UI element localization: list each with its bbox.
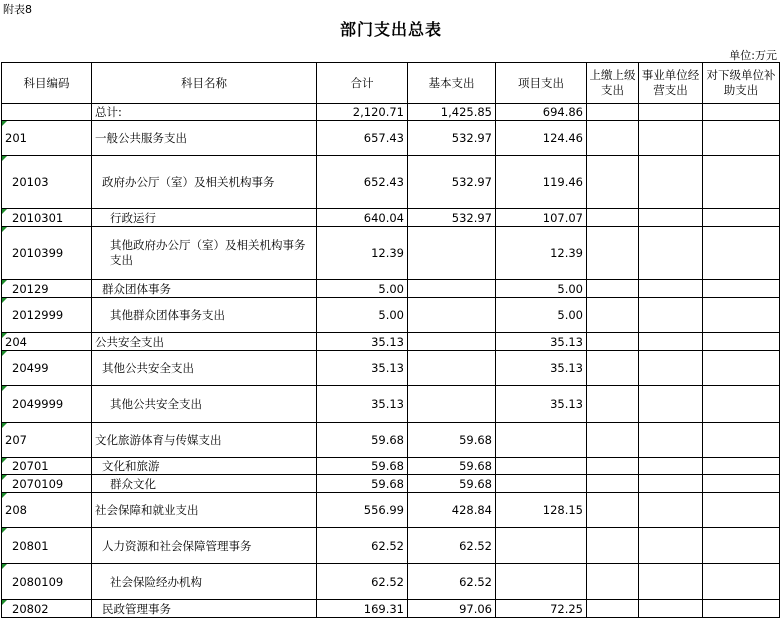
row-code: 20802 <box>2 600 92 618</box>
row-basic <box>408 333 496 351</box>
row-code: 20129 <box>2 280 92 298</box>
row-business <box>639 351 703 386</box>
row-code: 207 <box>2 423 92 458</box>
row-upper <box>587 156 639 209</box>
row-basic <box>408 298 496 333</box>
row-basic: 62.52 <box>408 528 496 564</box>
row-project: 107.07 <box>496 209 587 227</box>
row-basic: 59.68 <box>408 458 496 475</box>
table-row <box>2 351 780 386</box>
row-subsidy <box>703 458 780 475</box>
header-business: 事业单位经营支出 <box>639 63 703 104</box>
row-business <box>639 298 703 333</box>
row-subsidy <box>703 298 780 333</box>
row-project: 35.13 <box>496 333 587 351</box>
table-row <box>2 423 780 458</box>
row-upper <box>587 458 639 475</box>
row-basic: 532.97 <box>408 156 496 209</box>
row-total: 12.39 <box>317 227 408 280</box>
row-business <box>639 600 703 618</box>
row-basic: 532.97 <box>408 209 496 227</box>
row-subsidy <box>703 564 780 600</box>
row-subsidy <box>703 423 780 458</box>
row-business <box>639 121 703 156</box>
row-total: 5.00 <box>317 280 408 298</box>
row-basic: 62.52 <box>408 564 496 600</box>
row-basic <box>408 386 496 423</box>
row-name: 一般公共服务支出 <box>92 121 317 156</box>
row-basic: 59.68 <box>408 423 496 458</box>
row-upper <box>587 280 639 298</box>
row-project <box>496 458 587 475</box>
row-code: 2012999 <box>2 298 92 333</box>
row-basic: 97.06 <box>408 600 496 618</box>
row-project: 35.13 <box>496 386 587 423</box>
row-name: 文化旅游体育与传媒支出 <box>92 423 317 458</box>
row-project: 72.25 <box>496 600 587 618</box>
row-total: 169.31 <box>317 600 408 618</box>
row-business <box>639 564 703 600</box>
row-code: 208 <box>2 493 92 528</box>
row-subsidy <box>703 209 780 227</box>
row-basic: 59.68 <box>408 475 496 493</box>
row-upper <box>587 386 639 423</box>
row-basic <box>408 351 496 386</box>
row-total: 59.68 <box>317 475 408 493</box>
row-project <box>496 528 587 564</box>
row-name: 其他公共安全支出 <box>92 351 317 386</box>
header-project: 项目支出 <box>496 63 587 104</box>
table-row <box>2 298 780 333</box>
row-upper <box>587 333 639 351</box>
row-basic: 1,425.85 <box>408 104 496 121</box>
row-business <box>639 528 703 564</box>
row-code: 204 <box>2 333 92 351</box>
annex-label: 附表8 <box>3 3 32 16</box>
row-business <box>639 227 703 280</box>
table-row <box>2 280 780 298</box>
row-name: 民政管理事务 <box>92 600 317 618</box>
table-row <box>2 564 780 600</box>
row-subsidy <box>703 227 780 280</box>
header-name: 科目名称 <box>92 63 317 104</box>
row-business <box>639 493 703 528</box>
row-name: 群众文化 <box>92 475 317 493</box>
row-subsidy <box>703 121 780 156</box>
row-name: 人力资源和社会保障管理事务 <box>92 528 317 564</box>
row-total: 556.99 <box>317 493 408 528</box>
row-upper <box>587 121 639 156</box>
row-upper <box>587 600 639 618</box>
row-upper <box>587 298 639 333</box>
row-code: 20701 <box>2 458 92 475</box>
row-upper <box>587 423 639 458</box>
table-row <box>2 600 780 618</box>
row-total: 62.52 <box>317 528 408 564</box>
row-code <box>2 104 92 121</box>
row-code: 201 <box>2 121 92 156</box>
row-project: 119.46 <box>496 156 587 209</box>
row-upper <box>587 227 639 280</box>
row-name: 总计: <box>92 104 317 121</box>
row-code: 20103 <box>2 156 92 209</box>
row-subsidy <box>703 351 780 386</box>
row-business <box>639 458 703 475</box>
row-business <box>639 475 703 493</box>
table-row <box>2 156 780 209</box>
table-row <box>2 333 780 351</box>
row-project <box>496 564 587 600</box>
header-basic: 基本支出 <box>408 63 496 104</box>
header-upper: 上缴上级支出 <box>587 63 639 104</box>
expenditure-table <box>1 62 780 618</box>
row-project: 694.86 <box>496 104 587 121</box>
table-row <box>2 227 780 280</box>
row-basic <box>408 280 496 298</box>
table-row <box>2 386 780 423</box>
row-upper <box>587 493 639 528</box>
row-total: 5.00 <box>317 298 408 333</box>
row-business <box>639 423 703 458</box>
row-subsidy <box>703 280 780 298</box>
row-code: 20801 <box>2 528 92 564</box>
header-code: 科目编码 <box>2 63 92 104</box>
row-business <box>639 386 703 423</box>
row-total: 652.43 <box>317 156 408 209</box>
row-subsidy <box>703 493 780 528</box>
row-total: 59.68 <box>317 458 408 475</box>
row-code: 2010301 <box>2 209 92 227</box>
row-basic <box>408 227 496 280</box>
row-name: 其他政府办公厅（室）及相关机构事务支出 <box>92 227 317 280</box>
row-basic: 428.84 <box>408 493 496 528</box>
row-upper <box>587 104 639 121</box>
row-subsidy <box>703 333 780 351</box>
row-project: 12.39 <box>496 227 587 280</box>
row-business <box>639 280 703 298</box>
row-upper <box>587 209 639 227</box>
row-name: 社会保障和就业支出 <box>92 493 317 528</box>
row-project: 35.13 <box>496 351 587 386</box>
row-name: 群众团体事务 <box>92 280 317 298</box>
row-name: 公共安全支出 <box>92 333 317 351</box>
row-subsidy <box>703 528 780 564</box>
row-name: 行政运行 <box>92 209 317 227</box>
row-project: 5.00 <box>496 280 587 298</box>
table-row <box>2 121 780 156</box>
row-code: 2070109 <box>2 475 92 493</box>
row-total: 640.04 <box>317 209 408 227</box>
table-row <box>2 528 780 564</box>
row-upper <box>587 475 639 493</box>
row-name: 社会保险经办机构 <box>92 564 317 600</box>
header-total: 合计 <box>317 63 408 104</box>
row-upper <box>587 351 639 386</box>
row-name: 政府办公厅（室）及相关机构事务 <box>92 156 317 209</box>
row-upper <box>587 564 639 600</box>
row-business <box>639 333 703 351</box>
row-business <box>639 156 703 209</box>
row-total: 35.13 <box>317 333 408 351</box>
table-row <box>2 458 780 475</box>
row-code: 2080109 <box>2 564 92 600</box>
table-row <box>2 209 780 227</box>
row-project <box>496 475 587 493</box>
row-upper <box>587 528 639 564</box>
table-row <box>2 475 780 493</box>
row-project <box>496 423 587 458</box>
row-code: 2010399 <box>2 227 92 280</box>
row-total: 657.43 <box>317 121 408 156</box>
page-title: 部门支出总表 <box>339 20 442 39</box>
row-name: 其他公共安全支出 <box>92 386 317 423</box>
row-total: 2,120.71 <box>317 104 408 121</box>
table-row <box>2 493 780 528</box>
unit-label: 单位:万元 <box>729 49 777 62</box>
row-business <box>639 104 703 121</box>
row-business <box>639 209 703 227</box>
row-subsidy <box>703 475 780 493</box>
row-code: 2049999 <box>2 386 92 423</box>
row-total: 35.13 <box>317 386 408 423</box>
row-name: 其他群众团体事务支出 <box>92 298 317 333</box>
row-total: 62.52 <box>317 564 408 600</box>
row-project: 128.15 <box>496 493 587 528</box>
row-project: 5.00 <box>496 298 587 333</box>
row-subsidy <box>703 156 780 209</box>
row-subsidy <box>703 104 780 121</box>
row-subsidy <box>703 600 780 618</box>
row-total: 35.13 <box>317 351 408 386</box>
table-row <box>2 104 780 121</box>
row-name: 文化和旅游 <box>92 458 317 475</box>
header-subsidy: 对下级单位补助支出 <box>703 63 780 104</box>
row-project: 124.46 <box>496 121 587 156</box>
row-basic: 532.97 <box>408 121 496 156</box>
row-code: 20499 <box>2 351 92 386</box>
row-subsidy <box>703 386 780 423</box>
row-total: 59.68 <box>317 423 408 458</box>
